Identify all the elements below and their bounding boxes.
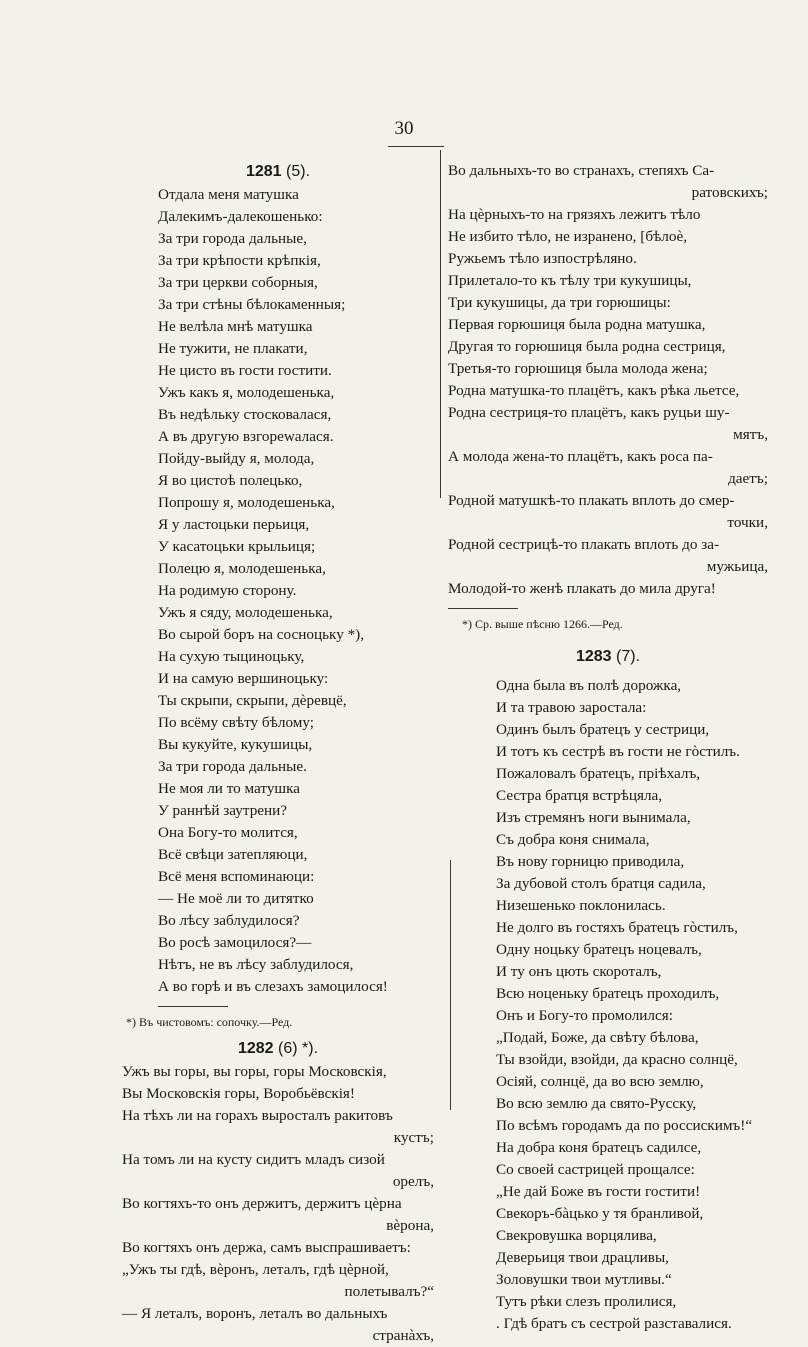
poem-1281-title bbox=[122, 160, 434, 184]
verse-line: Осіяй, солнцё, да во всю землю, bbox=[496, 1073, 704, 1090]
verse-line: Попрошу я, молодешенька, bbox=[158, 494, 335, 511]
poem-1282-suffix: (6) *). bbox=[273, 1040, 319, 1057]
verse-line: Другая то горюшиця была родна сестриця, bbox=[448, 338, 726, 355]
verse-line: Не долго въ гостяхъ братецъ гòстилъ, bbox=[496, 919, 738, 936]
verse-line: У касатоцьки крыльиця; bbox=[158, 538, 316, 555]
verse-line: кустъ; bbox=[393, 1129, 434, 1146]
verse-line: За три города дальные, bbox=[158, 230, 307, 247]
verse-line: Она Богу-то молится, bbox=[158, 824, 298, 841]
verse-line: Во сырой боръ на сосноцьку *), bbox=[158, 626, 365, 643]
verse-line: Я во цистоѣ полецько, bbox=[158, 472, 303, 489]
verse-line: Пойду-выйду я, молода, bbox=[158, 450, 315, 467]
verse-line: странàхъ, bbox=[372, 1327, 434, 1344]
verse-line: Золовушки твои мутливы.“ bbox=[496, 1271, 672, 1288]
verse-line: Нѣтъ, не въ лѣсу заблудилося, bbox=[158, 956, 354, 973]
poem-1283-number: 1283 bbox=[575, 648, 612, 665]
verse-line: орелъ, bbox=[392, 1173, 434, 1190]
verse-line: — Не моё ли то дитятко bbox=[158, 890, 314, 907]
verse-line: Первая горюшиця была родна матушка, bbox=[448, 316, 706, 333]
verse-line: . Гдѣ братъ съ сестрой разставалися. bbox=[496, 1315, 732, 1332]
verse-line: мятъ, bbox=[733, 426, 768, 443]
verse-line: Во когтяхъ-то онъ держитъ, держитъ цѐрна bbox=[122, 1195, 402, 1212]
verse-line: Съ добра коня снимала, bbox=[496, 831, 650, 848]
verse-line: Не моя ли то матушка bbox=[158, 780, 301, 797]
verse-line: Во всю землю да свято-Русску, bbox=[496, 1095, 697, 1112]
verse-line: Ужъ какъ я, молодешенька, bbox=[158, 384, 335, 401]
footnote-rule bbox=[448, 608, 518, 609]
verse-line: точки, bbox=[727, 514, 768, 531]
verse-line: Всю ноценьку братецъ проходилъ, bbox=[496, 985, 720, 1002]
verse-line: Одинъ былъ братецъ у сестрици, bbox=[496, 721, 710, 738]
verse-line: Сестра братця встрѣцяла, bbox=[496, 787, 663, 804]
verse-line: Полецю я, молодешенька, bbox=[158, 560, 326, 577]
verse-line: Вы Московскія горы, Воробьёвскія! bbox=[122, 1085, 355, 1102]
verse-line: За три крѣпости крѣпкія, bbox=[158, 252, 321, 269]
verse-line: Вы кукуйте, кукушицы, bbox=[158, 736, 313, 753]
verse-line: Родной матушкѣ-то плакать вплоть до смер- bbox=[448, 492, 735, 509]
verse-line: И тотъ къ сестрѣ въ гости не гòстилъ. bbox=[496, 743, 740, 760]
verse-line: Всё свѣци затепляюци, bbox=[158, 846, 308, 863]
verse-line: Онъ и Богу-то промолился: bbox=[496, 1007, 673, 1024]
verse-line: вѐрона, bbox=[386, 1217, 434, 1234]
footnote-1282: *) Ср. выше пѣсню 1266.—Ред. bbox=[462, 617, 623, 631]
verse-line: И на самую вершиноцьку: bbox=[158, 670, 329, 687]
verse-line: Я у ластоцьки перьиця, bbox=[158, 516, 310, 533]
verse-line: А въ другую взгорewалася. bbox=[158, 428, 334, 445]
verse-line: На добра коня братецъ садилсе, bbox=[496, 1139, 702, 1156]
verse-line: Въ недѣльку стосковалася, bbox=[158, 406, 332, 423]
verse-line: За дубовой столъ братця садила, bbox=[496, 875, 706, 892]
verse-line: — Я леталъ, воронъ, леталъ во дальныхъ bbox=[122, 1305, 388, 1322]
verse-line: Отдала меня матушка bbox=[158, 186, 299, 203]
verse-line: Родна матушка-то плацётъ, какъ рѣка льетсе, bbox=[448, 382, 740, 399]
verse-line: Одну ноцьку братецъ ноцевалъ, bbox=[496, 941, 702, 958]
verse-line: Всё меня вспоминаюци: bbox=[158, 868, 315, 885]
verse-line: Не цисто въ гости гостити. bbox=[158, 362, 332, 379]
verse-line: И та травою заростала: bbox=[496, 699, 647, 716]
verse-line: Во когтяхъ онъ держа, самъ выспрашиваетъ: bbox=[122, 1239, 411, 1256]
poem-1282-number: 1282 bbox=[237, 1040, 274, 1057]
verse-line: Деверьиця твои драцливы, bbox=[496, 1249, 669, 1266]
verse-line: „Ужъ ты гдѣ, вѐронъ, леталъ, гдѣ цѐрной, bbox=[122, 1261, 389, 1278]
verse-line: Свекоръ-бàцько у тя бранливой, bbox=[496, 1205, 704, 1222]
verse-line: Не велѣла мнѣ матушка bbox=[158, 318, 313, 335]
verse-line: Изъ стремянъ ноги вынимала, bbox=[496, 809, 691, 826]
verse-line: Одна была въ полѣ дорожка, bbox=[496, 677, 682, 694]
verse-line: На цѐрныхъ-то на грязяхъ лежитъ тѣло bbox=[448, 206, 701, 223]
poem-1281-suffix: (5). bbox=[281, 163, 311, 180]
verse-line: мужьица, bbox=[706, 558, 768, 575]
verse-line: А во горѣ и въ слезахъ замоцилося! bbox=[158, 978, 388, 995]
verse-line: ратовскихъ; bbox=[691, 184, 768, 201]
verse-line: Во лѣсу заблудилося? bbox=[158, 912, 300, 929]
verse-line: За три церкви соборныя, bbox=[158, 274, 318, 291]
verse-line: На родимую сторону. bbox=[158, 582, 297, 599]
verse-line: Въ нову горницю приводила, bbox=[496, 853, 685, 870]
poem-1282-lines-left bbox=[122, 1061, 434, 1347]
verse-line: Третья-то горюшиця была молода жена; bbox=[448, 360, 708, 377]
verse-line: Не избито тѣло, не изранено, [бѣлоѐ, bbox=[448, 228, 688, 245]
verse-line: На сухую тыциноцьку, bbox=[158, 648, 305, 665]
verse-line: Не тужити, не плакати, bbox=[158, 340, 308, 357]
page-number-rule bbox=[388, 146, 444, 147]
verse-line: Низешенько поклонилась. bbox=[496, 897, 666, 914]
verse-line: Во дальныхъ-то во странахъ, степяхъ Са- bbox=[448, 162, 715, 179]
column-divider bbox=[440, 150, 441, 498]
verse-line: И ту онъ цють скороталъ, bbox=[496, 963, 662, 980]
verse-line: Ты взойди, взойди, да красно солнцё, bbox=[496, 1051, 738, 1068]
verse-line: Три кукушицы, да три горюшицы: bbox=[448, 294, 671, 311]
verse-line: За три города дальные. bbox=[158, 758, 307, 775]
verse-line: По всѣмъ городамъ да по россискимъ!“ bbox=[496, 1117, 753, 1134]
poem-1282-title bbox=[122, 1037, 434, 1061]
verse-line: Родна сестриця-то плацётъ, какъ руцьи шу- bbox=[448, 404, 730, 421]
verse-line: Молодой-то женѣ плакать до мила друга! bbox=[448, 580, 716, 597]
verse-line: На томъ ли на кусту сидитъ младъ сизой bbox=[122, 1151, 385, 1168]
verse-line: Тутъ рѣки слезъ пролилися, bbox=[496, 1293, 677, 1310]
verse-line: Ужъ я сяду, молодешенька, bbox=[158, 604, 333, 621]
verse-line: Свекровушка ворцялива, bbox=[496, 1227, 657, 1244]
verse-line: А молода жена-то плацётъ, какъ роса па- bbox=[448, 448, 713, 465]
poem-1281-number: 1281 bbox=[245, 163, 282, 180]
verse-line: „Подай, Боже, да свѣту бѣлова, bbox=[496, 1029, 699, 1046]
verse-line: даетъ; bbox=[728, 470, 768, 487]
left-column bbox=[122, 160, 434, 1347]
verse-line: Во росѣ замоцилося?— bbox=[158, 934, 312, 951]
right-column bbox=[448, 160, 768, 1335]
verse-line: Ружьемъ тѣло изпострѣляно. bbox=[448, 250, 637, 267]
verse-line: Родной сестрицѣ-то плакать вплоть до за- bbox=[448, 536, 720, 553]
verse-line: У раннѣй заутрени? bbox=[158, 802, 288, 819]
verse-line: полетывалъ?“ bbox=[344, 1283, 434, 1300]
poem-1283-suffix: (7). bbox=[611, 648, 641, 665]
footnote-rule bbox=[158, 1006, 228, 1007]
verse-line: Ты скрыпи, скрыпи, дѐревцё, bbox=[158, 692, 347, 709]
verse-line: Прилетало-то къ тѣлу три кукушицы, bbox=[448, 272, 692, 289]
verse-line: На тѣхъ ли на горахъ выросталъ ракитовъ bbox=[122, 1107, 393, 1124]
verse-line: „Не дай Боже въ гости гостити! bbox=[496, 1183, 701, 1200]
poem-1283-lines bbox=[448, 675, 768, 1335]
footnote-1281: *) Въ чистовомъ: сопочку.—Ред. bbox=[126, 1015, 293, 1029]
verse-line: Со своей састрицей прощалсе: bbox=[496, 1161, 695, 1178]
verse-line: Пожаловалъ братецъ, пріѣхалъ, bbox=[496, 765, 701, 782]
poem-1282-lines-right bbox=[448, 160, 768, 600]
verse-line: По всёму свѣту бѣлому; bbox=[158, 714, 314, 731]
page-number: 30 bbox=[394, 118, 414, 139]
verse-line: За три стѣны бѣлокаменныя; bbox=[158, 296, 346, 313]
poem-1281-lines bbox=[122, 184, 434, 998]
verse-line: Ужъ вы горы, вы горы, горы Московскія, bbox=[122, 1063, 387, 1080]
verse-line: Далекимъ-далекошенько: bbox=[158, 208, 323, 225]
poem-1283-title bbox=[448, 645, 768, 669]
